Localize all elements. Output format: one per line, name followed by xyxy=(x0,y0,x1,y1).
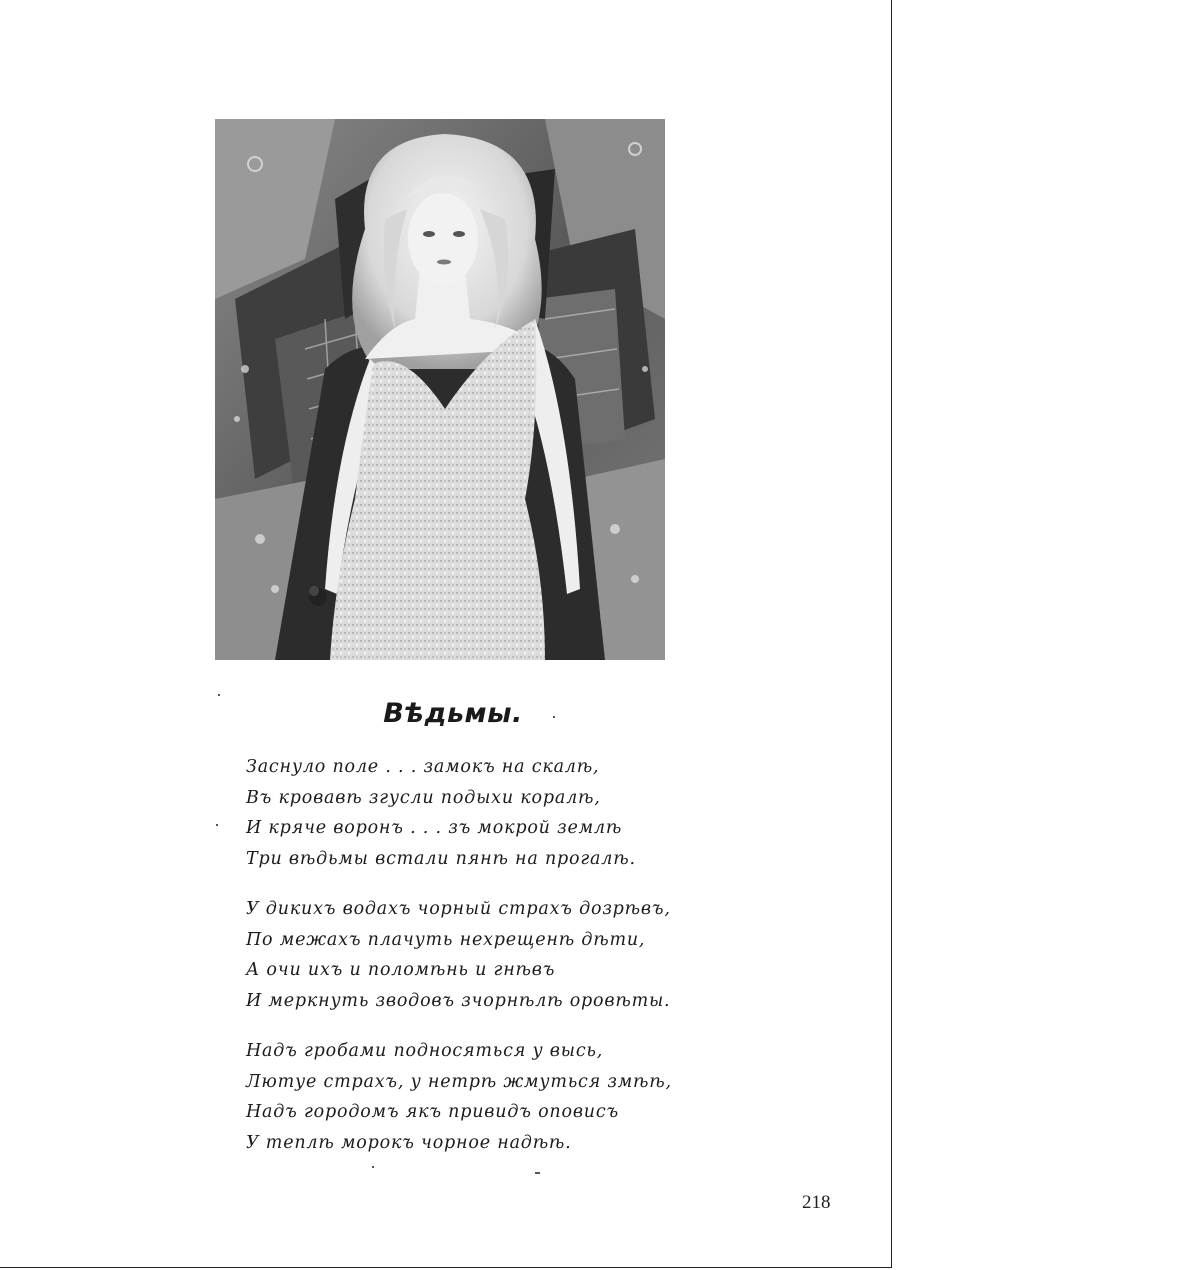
poem-line: И меркнуть зводовъ зчорнѣлѣ оровѣты. xyxy=(246,990,671,1011)
poem-line: Заснуло поле . . . замокъ на скалѣ, xyxy=(246,757,600,777)
scan-speck xyxy=(218,694,220,696)
scan-speck xyxy=(535,1172,540,1174)
poem-line: По межахъ плачуть нехрещенѣ дѣти, xyxy=(246,929,646,950)
poem-line: Въ кровавѣ згусли подыхи коралѣ, xyxy=(246,787,601,808)
page-number: 218 xyxy=(802,1192,831,1213)
poem-line: Надъ гробами подносяться у высь, xyxy=(246,1041,604,1061)
poem-line: Надъ городомъ якъ привидъ оповисъ xyxy=(246,1102,619,1122)
poem-title: Вѣдьмы. xyxy=(383,698,523,729)
scan-speck xyxy=(553,716,555,718)
poem-line: У теплѣ морокъ чорное надѣѣ. xyxy=(246,1132,572,1153)
poem-line: А очи ихъ и поломѣнь и гнѣвъ xyxy=(246,960,556,980)
poem-line: Лютуе страхъ, у нетрѣ жмуться змѣѣ, xyxy=(246,1071,672,1092)
scan-speck xyxy=(216,824,218,826)
portrait-illustration xyxy=(215,119,665,660)
poem-line: Три вѣдьмы встали пянѣ на прогалѣ. xyxy=(246,848,636,869)
poem-stanza xyxy=(246,894,686,1016)
poem-stanza xyxy=(246,752,686,874)
poem-line: У дикихъ водахъ чорный страхъ дозрѣвъ, xyxy=(246,899,671,919)
scan-speck xyxy=(372,1166,374,1168)
poem-stanza xyxy=(246,1036,686,1158)
poem-line: И кряче воронъ . . . зъ мокрой землѣ xyxy=(246,818,623,838)
